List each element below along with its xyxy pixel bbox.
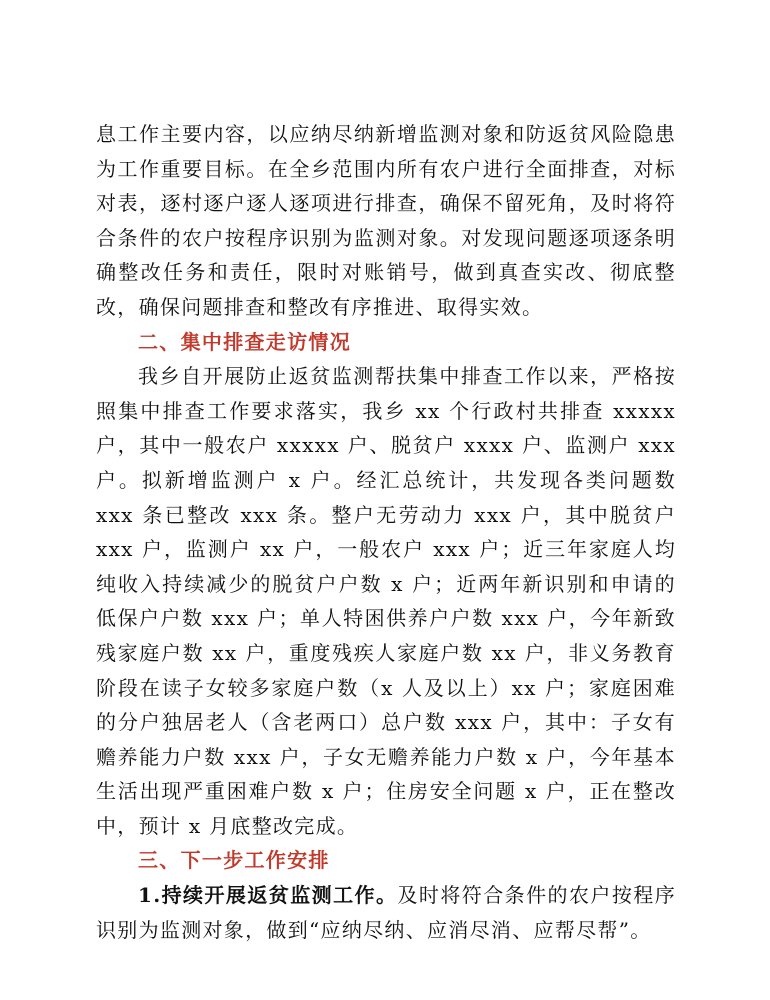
- next-step-1-title: 1.持续开展返贫监测工作。: [138, 883, 398, 908]
- section-heading-investigation: 二、集中排查走访情况: [138, 329, 351, 354]
- paragraph-investigation-details: 我乡自开展防止返贫监测帮扶集中排查工作以来，严格按照集中排查工作要求落实，我乡 xx 个行政村共排查 xxxxx 户，其中一般农户 xxxxx 户、脱贫户 xxxx 户、监测户 xxx 户。拟新增监测户 x 户。经汇总统计，共发现各类问题数 xxx 条已整改 xxx 条。整户无劳动力 xxx 户，其中脱贫户 xxx 户，监测户 xx 户，一般农户 xxx 户；近三年家庭人均纯收入持续减少的脱贫户户数 x 户；近两年新识别和申请的低保户户数 xxx 户；单人特困供养户户数 xxx 户，今年新致残家庭户数 xx 户，重度残疾人家庭户数 xx 户，非义务教育阶段在读子女较多家庭户数（x 人及以上）xx 户；家庭困难的分户独居老人（含老两口）总户数 xxx 户，其中：子女有赡养能力户数 xxx 户，子女无赡养能力户数 x 户，今年基本生活出现严重困难户数 x 户；住房安全问题 x 户，正在整改中，预计 x 月底整改完成。: [96, 364, 676, 838]
- next-step-1-body: 及时将符合条件的农户按程序识别为监测对象，做到“应纳尽纳、应消尽消、应帮尽帮”。: [96, 883, 676, 942]
- paragraph-next-step-1: [96, 878, 676, 947]
- paragraph-work-content: 息工作主要内容，以应纳尽纳新增监测对象和防返贫风险隐患为工作重要目标。在全乡范围内所有农户进行全面排查，对标对表，逐村逐户逐人逐项进行排查，确保不留死角，及时将符合条件的农户按程序识别为监测对象。对发现问题逐项逐条明确整改任务和责任，限时对账销号，做到真查实改、彻底整改，确保问题排查和整改有序推进、取得实效。: [96, 122, 676, 319]
- section-heading-next-steps: 三、下一步工作安排: [138, 848, 330, 873]
